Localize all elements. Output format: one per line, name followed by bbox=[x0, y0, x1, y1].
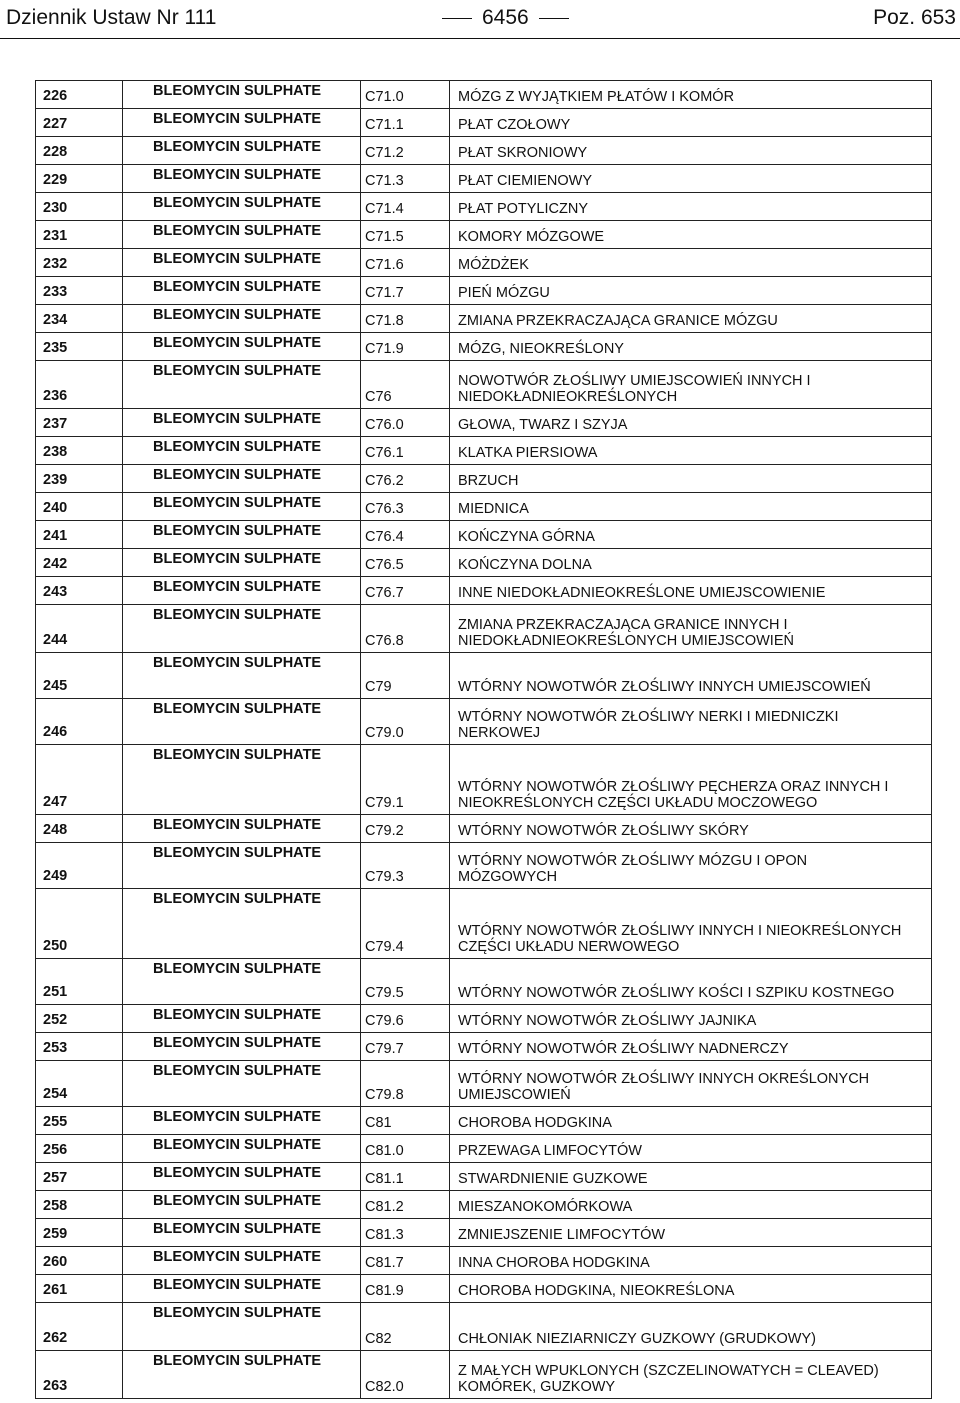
row-number: 226 bbox=[36, 81, 123, 109]
table-row bbox=[36, 81, 932, 109]
row-number: 245 bbox=[36, 653, 123, 699]
table-row bbox=[36, 1033, 932, 1061]
drug-name: BLEOMYCIN SULPHATE bbox=[123, 277, 361, 305]
row-number: 259 bbox=[36, 1219, 123, 1247]
description-line: CZĘŚCI UKŁADU NERWOWEGO bbox=[458, 939, 680, 955]
icd-code: C81.1 bbox=[361, 1163, 450, 1191]
table-row bbox=[36, 249, 932, 277]
diagnosis-description bbox=[450, 249, 932, 277]
icd-code: C79.6 bbox=[361, 1005, 450, 1033]
row-number: 235 bbox=[36, 333, 123, 361]
table-row bbox=[36, 277, 932, 305]
page-number-text: 6456 bbox=[482, 6, 529, 29]
description-line: KOŃCZYNA GÓRNA bbox=[458, 529, 595, 545]
icd-code: C79.7 bbox=[361, 1033, 450, 1061]
drug-name: BLEOMYCIN SULPHATE bbox=[123, 1303, 361, 1351]
icd-code: C76.3 bbox=[361, 493, 450, 521]
table-row bbox=[36, 333, 932, 361]
description-line: PŁAT SKRONIOWY bbox=[458, 145, 588, 161]
table-row bbox=[36, 1219, 932, 1247]
row-number: 253 bbox=[36, 1033, 123, 1061]
description-line: KOMORY MÓZGOWE bbox=[458, 229, 605, 245]
table-row bbox=[36, 577, 932, 605]
row-number: 237 bbox=[36, 409, 123, 437]
description-line: NIEDOKŁADNIEOKREŚLONYCH UMIEJSCOWIEŃ bbox=[458, 633, 794, 649]
drug-name: BLEOMYCIN SULPHATE bbox=[123, 815, 361, 843]
table-row bbox=[36, 1275, 932, 1303]
table-row bbox=[36, 409, 932, 437]
drug-name: BLEOMYCIN SULPHATE bbox=[123, 333, 361, 361]
row-number: 234 bbox=[36, 305, 123, 333]
description-line: PRZEWAGA LIMFOCYTÓW bbox=[458, 1143, 642, 1159]
icd-code: C79.0 bbox=[361, 699, 450, 745]
drug-name: BLEOMYCIN SULPHATE bbox=[123, 1351, 361, 1399]
icd-code: C79.2 bbox=[361, 815, 450, 843]
row-number: 232 bbox=[36, 249, 123, 277]
diagnosis-description bbox=[450, 1163, 932, 1191]
row-number: 250 bbox=[36, 889, 123, 959]
drug-name: BLEOMYCIN SULPHATE bbox=[123, 1135, 361, 1163]
row-number: 229 bbox=[36, 165, 123, 193]
table-row bbox=[36, 137, 932, 165]
table-row bbox=[36, 109, 932, 137]
description-line: ZMIANA PRZEKRACZAJĄCA GRANICE INNYCH I bbox=[458, 617, 788, 633]
description-line: MÓZG, NIEOKREŚLONY bbox=[458, 341, 624, 357]
table-row bbox=[36, 165, 932, 193]
dash-left bbox=[442, 18, 472, 19]
description-line: KOMÓREK, GUZKOWY bbox=[458, 1379, 616, 1395]
table-row bbox=[36, 1107, 932, 1135]
drug-name: BLEOMYCIN SULPHATE bbox=[123, 521, 361, 549]
row-number: 239 bbox=[36, 465, 123, 493]
drug-name: BLEOMYCIN SULPHATE bbox=[123, 1005, 361, 1033]
drug-name: BLEOMYCIN SULPHATE bbox=[123, 1107, 361, 1135]
icd-code: C71.8 bbox=[361, 305, 450, 333]
row-number: 251 bbox=[36, 959, 123, 1005]
drug-name: BLEOMYCIN SULPHATE bbox=[123, 109, 361, 137]
drug-name: BLEOMYCIN SULPHATE bbox=[123, 959, 361, 1005]
description-line: WTÓRNY NOWOTWÓR ZŁOŚLIWY NERKI I MIEDNICZKI bbox=[458, 709, 839, 725]
drug-name: BLEOMYCIN SULPHATE bbox=[123, 549, 361, 577]
drug-name: BLEOMYCIN SULPHATE bbox=[123, 193, 361, 221]
row-number: 261 bbox=[36, 1275, 123, 1303]
description-line: PŁAT CZOŁOWY bbox=[458, 117, 571, 133]
description-line: WTÓRNY NOWOTWÓR ZŁOŚLIWY SKÓRY bbox=[458, 823, 749, 839]
table-row bbox=[36, 437, 932, 465]
icd-code: C82 bbox=[361, 1303, 450, 1351]
icd-code: C71.4 bbox=[361, 193, 450, 221]
diagnosis-description bbox=[450, 1135, 932, 1163]
diagnosis-description bbox=[450, 1303, 932, 1351]
diagnosis-description bbox=[450, 699, 932, 745]
table-row bbox=[36, 889, 932, 959]
diagnosis-description bbox=[450, 465, 932, 493]
drug-name: BLEOMYCIN SULPHATE bbox=[123, 437, 361, 465]
drug-name: BLEOMYCIN SULPHATE bbox=[123, 699, 361, 745]
row-number: 257 bbox=[36, 1163, 123, 1191]
diagnosis-description bbox=[450, 1107, 932, 1135]
icd-code: C71.1 bbox=[361, 109, 450, 137]
drug-name: BLEOMYCIN SULPHATE bbox=[123, 81, 361, 109]
icd-code: C71.9 bbox=[361, 333, 450, 361]
description-line: PŁAT CIEMIENOWY bbox=[458, 173, 593, 189]
drug-name: BLEOMYCIN SULPHATE bbox=[123, 605, 361, 653]
row-number: 249 bbox=[36, 843, 123, 889]
table-row bbox=[36, 193, 932, 221]
drug-name: BLEOMYCIN SULPHATE bbox=[123, 653, 361, 699]
icd-code: C76.7 bbox=[361, 577, 450, 605]
description-line: NIEOKREŚLONYCH CZĘŚCI UKŁADU MOCZOWEGO bbox=[458, 795, 818, 811]
description-line: INNA CHOROBA HODGKINA bbox=[458, 1255, 650, 1271]
icd-code: C81.3 bbox=[361, 1219, 450, 1247]
diagnosis-description bbox=[450, 1275, 932, 1303]
row-number: 236 bbox=[36, 361, 123, 409]
description-line: WTÓRNY NOWOTWÓR ZŁOŚLIWY MÓZGU I OPON bbox=[458, 853, 808, 869]
diagnosis-description bbox=[450, 959, 932, 1005]
row-number: 252 bbox=[36, 1005, 123, 1033]
page-number bbox=[432, 6, 579, 30]
description-line: MIEDNICA bbox=[458, 501, 529, 517]
row-number: 254 bbox=[36, 1061, 123, 1107]
table-row bbox=[36, 1303, 932, 1351]
table-row bbox=[36, 1005, 932, 1033]
description-line: NERKOWEJ bbox=[458, 725, 541, 741]
table-row bbox=[36, 221, 932, 249]
diagnosis-description bbox=[450, 815, 932, 843]
diagnosis-description bbox=[450, 137, 932, 165]
diagnosis-description bbox=[450, 361, 932, 409]
diagnosis-description bbox=[450, 1033, 932, 1061]
icd-code: C79.4 bbox=[361, 889, 450, 959]
diagnosis-description bbox=[450, 221, 932, 249]
drug-name: BLEOMYCIN SULPHATE bbox=[123, 1033, 361, 1061]
icd-code: C71.5 bbox=[361, 221, 450, 249]
icd-code: C76.4 bbox=[361, 521, 450, 549]
icd-code: C71.6 bbox=[361, 249, 450, 277]
table-row bbox=[36, 1191, 932, 1219]
description-line: MIESZANOKOMÓRKOWA bbox=[458, 1199, 633, 1215]
icd-code: C81.2 bbox=[361, 1191, 450, 1219]
drug-name: BLEOMYCIN SULPHATE bbox=[123, 493, 361, 521]
icd-code: C81 bbox=[361, 1107, 450, 1135]
description-line: PIEŃ MÓZGU bbox=[458, 285, 550, 301]
row-number: 244 bbox=[36, 605, 123, 653]
row-number: 258 bbox=[36, 1191, 123, 1219]
drug-name: BLEOMYCIN SULPHATE bbox=[123, 1275, 361, 1303]
diagnosis-description bbox=[450, 1351, 932, 1399]
description-line: WTÓRNY NOWOTWÓR ZŁOŚLIWY INNYCH UMIEJSCOWIEŃ bbox=[458, 679, 871, 695]
icd-code: C79.3 bbox=[361, 843, 450, 889]
diagnosis-description bbox=[450, 889, 932, 959]
drug-name: BLEOMYCIN SULPHATE bbox=[123, 165, 361, 193]
description-line: KLATKA PIERSIOWA bbox=[458, 445, 598, 461]
row-number: 243 bbox=[36, 577, 123, 605]
icd-code: C81.9 bbox=[361, 1275, 450, 1303]
row-number: 227 bbox=[36, 109, 123, 137]
diagnosis-description bbox=[450, 1061, 932, 1107]
header-rule bbox=[0, 38, 960, 39]
diagnosis-description bbox=[450, 653, 932, 699]
icd-code: C81.7 bbox=[361, 1247, 450, 1275]
description-line: MÓZG Z WYJĄTKIEM PŁATÓW I KOMÓR bbox=[458, 89, 735, 105]
description-line: CHOROBA HODGKINA bbox=[458, 1115, 612, 1131]
description-line: NIEDOKŁADNIEOKREŚLONYCH bbox=[458, 389, 678, 405]
table-row bbox=[36, 1061, 932, 1107]
row-number: 228 bbox=[36, 137, 123, 165]
table-row bbox=[36, 465, 932, 493]
table-row bbox=[36, 1247, 932, 1275]
diagnosis-description bbox=[450, 193, 932, 221]
row-number: 233 bbox=[36, 277, 123, 305]
diagnosis-description bbox=[450, 1247, 932, 1275]
row-number: 246 bbox=[36, 699, 123, 745]
description-line: WTÓRNY NOWOTWÓR ZŁOŚLIWY KOŚCI I SZPIKU KOSTNEGO bbox=[458, 985, 895, 1001]
description-line: INNE NIEDOKŁADNIEOKREŚLONE UMIEJSCOWIENIE bbox=[458, 585, 826, 601]
diagnosis-description bbox=[450, 521, 932, 549]
table-row bbox=[36, 521, 932, 549]
diagnosis-description bbox=[450, 745, 932, 815]
drug-indication-table bbox=[35, 80, 932, 1399]
diagnosis-description bbox=[450, 1191, 932, 1219]
description-line: BRZUCH bbox=[458, 473, 519, 489]
icd-code: C76.5 bbox=[361, 549, 450, 577]
description-line: MÓZGOWYCH bbox=[458, 869, 558, 885]
diagnosis-description bbox=[450, 549, 932, 577]
table-row bbox=[36, 815, 932, 843]
icd-code: C71.3 bbox=[361, 165, 450, 193]
drug-name: BLEOMYCIN SULPHATE bbox=[123, 889, 361, 959]
drug-name: BLEOMYCIN SULPHATE bbox=[123, 305, 361, 333]
table-row bbox=[36, 959, 932, 1005]
row-number: 263 bbox=[36, 1351, 123, 1399]
table-row bbox=[36, 305, 932, 333]
diagnosis-description bbox=[450, 305, 932, 333]
description-line: NOWOTWÓR ZŁOŚLIWY UMIEJSCOWIEŃ INNYCH I bbox=[458, 373, 811, 389]
description-line: ZMIANA PRZEKRACZAJĄCA GRANICE MÓZGU bbox=[458, 313, 778, 329]
icd-code: C71.0 bbox=[361, 81, 450, 109]
table-row bbox=[36, 1351, 932, 1399]
icd-code: C82.0 bbox=[361, 1351, 450, 1399]
row-number: 242 bbox=[36, 549, 123, 577]
row-number: 240 bbox=[36, 493, 123, 521]
icd-code: C76.1 bbox=[361, 437, 450, 465]
diagnosis-description bbox=[450, 109, 932, 137]
drug-name: BLEOMYCIN SULPHATE bbox=[123, 137, 361, 165]
diagnosis-description bbox=[450, 1005, 932, 1033]
description-line: CHOROBA HODGKINA, NIEOKREŚLONA bbox=[458, 1283, 735, 1299]
description-line: GŁOWA, TWARZ I SZYJA bbox=[458, 417, 628, 433]
drug-name: BLEOMYCIN SULPHATE bbox=[123, 1061, 361, 1107]
description-line: UMIEJSCOWIEŃ bbox=[458, 1087, 571, 1103]
position-label: Poz. 653 bbox=[873, 6, 956, 29]
drug-name: BLEOMYCIN SULPHATE bbox=[123, 221, 361, 249]
table-row bbox=[36, 1163, 932, 1191]
row-number: 241 bbox=[36, 521, 123, 549]
diagnosis-description bbox=[450, 577, 932, 605]
description-line: WTÓRNY NOWOTWÓR ZŁOŚLIWY PĘCHERZA ORAZ INNYCH I bbox=[458, 779, 889, 795]
diagnosis-description bbox=[450, 277, 932, 305]
diagnosis-description bbox=[450, 81, 932, 109]
diagnosis-description bbox=[450, 1219, 932, 1247]
row-number: 238 bbox=[36, 437, 123, 465]
description-line: WTÓRNY NOWOTWÓR ZŁOŚLIWY INNYCH I NIEOKREŚLONYCH bbox=[458, 923, 902, 939]
table-row bbox=[36, 1135, 932, 1163]
drug-name: BLEOMYCIN SULPHATE bbox=[123, 843, 361, 889]
journal-title: Dziennik Ustaw Nr 111 bbox=[6, 6, 217, 29]
icd-code: C71.2 bbox=[361, 137, 450, 165]
table-row bbox=[36, 493, 932, 521]
drug-name: BLEOMYCIN SULPHATE bbox=[123, 1247, 361, 1275]
icd-code: C79 bbox=[361, 653, 450, 699]
diagnosis-description bbox=[450, 605, 932, 653]
drug-name: BLEOMYCIN SULPHATE bbox=[123, 577, 361, 605]
drug-name: BLEOMYCIN SULPHATE bbox=[123, 745, 361, 815]
drug-name: BLEOMYCIN SULPHATE bbox=[123, 361, 361, 409]
row-number: 247 bbox=[36, 745, 123, 815]
icd-code: C79.8 bbox=[361, 1061, 450, 1107]
page-header bbox=[0, 0, 960, 40]
table-row bbox=[36, 653, 932, 699]
row-number: 260 bbox=[36, 1247, 123, 1275]
row-number: 256 bbox=[36, 1135, 123, 1163]
row-number: 248 bbox=[36, 815, 123, 843]
icd-code: C76 bbox=[361, 361, 450, 409]
drug-name: BLEOMYCIN SULPHATE bbox=[123, 1163, 361, 1191]
icd-code: C79.5 bbox=[361, 959, 450, 1005]
diagnosis-description bbox=[450, 493, 932, 521]
description-line: WTÓRNY NOWOTWÓR ZŁOŚLIWY INNYCH OKREŚLONYCH bbox=[458, 1071, 870, 1087]
diagnosis-description bbox=[450, 165, 932, 193]
table-row bbox=[36, 699, 932, 745]
drug-name: BLEOMYCIN SULPHATE bbox=[123, 409, 361, 437]
drug-name: BLEOMYCIN SULPHATE bbox=[123, 249, 361, 277]
row-number: 231 bbox=[36, 221, 123, 249]
description-line: CHŁONIAK NIEZIARNICZY GUZKOWY (GRUDKOWY) bbox=[458, 1331, 816, 1347]
description-line: MÓŻDŻEK bbox=[458, 257, 529, 273]
description-line: ZMNIEJSZENIE LIMFOCYTÓW bbox=[458, 1227, 666, 1243]
table-row bbox=[36, 843, 932, 889]
icd-code: C76.0 bbox=[361, 409, 450, 437]
diagnosis-description bbox=[450, 409, 932, 437]
drug-name: BLEOMYCIN SULPHATE bbox=[123, 1191, 361, 1219]
diagnosis-description bbox=[450, 437, 932, 465]
icd-code: C71.7 bbox=[361, 277, 450, 305]
description-line: Z MAŁYCH WPUKLONYCH (SZCZELINOWATYCH = CLEAVED) bbox=[458, 1363, 879, 1379]
dash-right bbox=[539, 18, 569, 19]
icd-code: C79.1 bbox=[361, 745, 450, 815]
table-body bbox=[36, 81, 932, 1399]
icd-code: C76.8 bbox=[361, 605, 450, 653]
row-number: 230 bbox=[36, 193, 123, 221]
description-line: KOŃCZYNA DOLNA bbox=[458, 557, 592, 573]
diagnosis-description bbox=[450, 843, 932, 889]
description-line: WTÓRNY NOWOTWÓR ZŁOŚLIWY NADNERCZY bbox=[458, 1041, 789, 1057]
description-line: WTÓRNY NOWOTWÓR ZŁOŚLIWY JAJNIKA bbox=[458, 1013, 757, 1029]
icd-code: C81.0 bbox=[361, 1135, 450, 1163]
description-line: PŁAT POTYLICZNY bbox=[458, 201, 588, 217]
description-line: STWARDNIENIE GUZKOWE bbox=[458, 1171, 648, 1187]
drug-name: BLEOMYCIN SULPHATE bbox=[123, 1219, 361, 1247]
table-row bbox=[36, 549, 932, 577]
table-row bbox=[36, 605, 932, 653]
drug-name: BLEOMYCIN SULPHATE bbox=[123, 465, 361, 493]
row-number: 262 bbox=[36, 1303, 123, 1351]
diagnosis-description bbox=[450, 333, 932, 361]
table-row bbox=[36, 745, 932, 815]
table-row bbox=[36, 361, 932, 409]
icd-code: C76.2 bbox=[361, 465, 450, 493]
row-number: 255 bbox=[36, 1107, 123, 1135]
